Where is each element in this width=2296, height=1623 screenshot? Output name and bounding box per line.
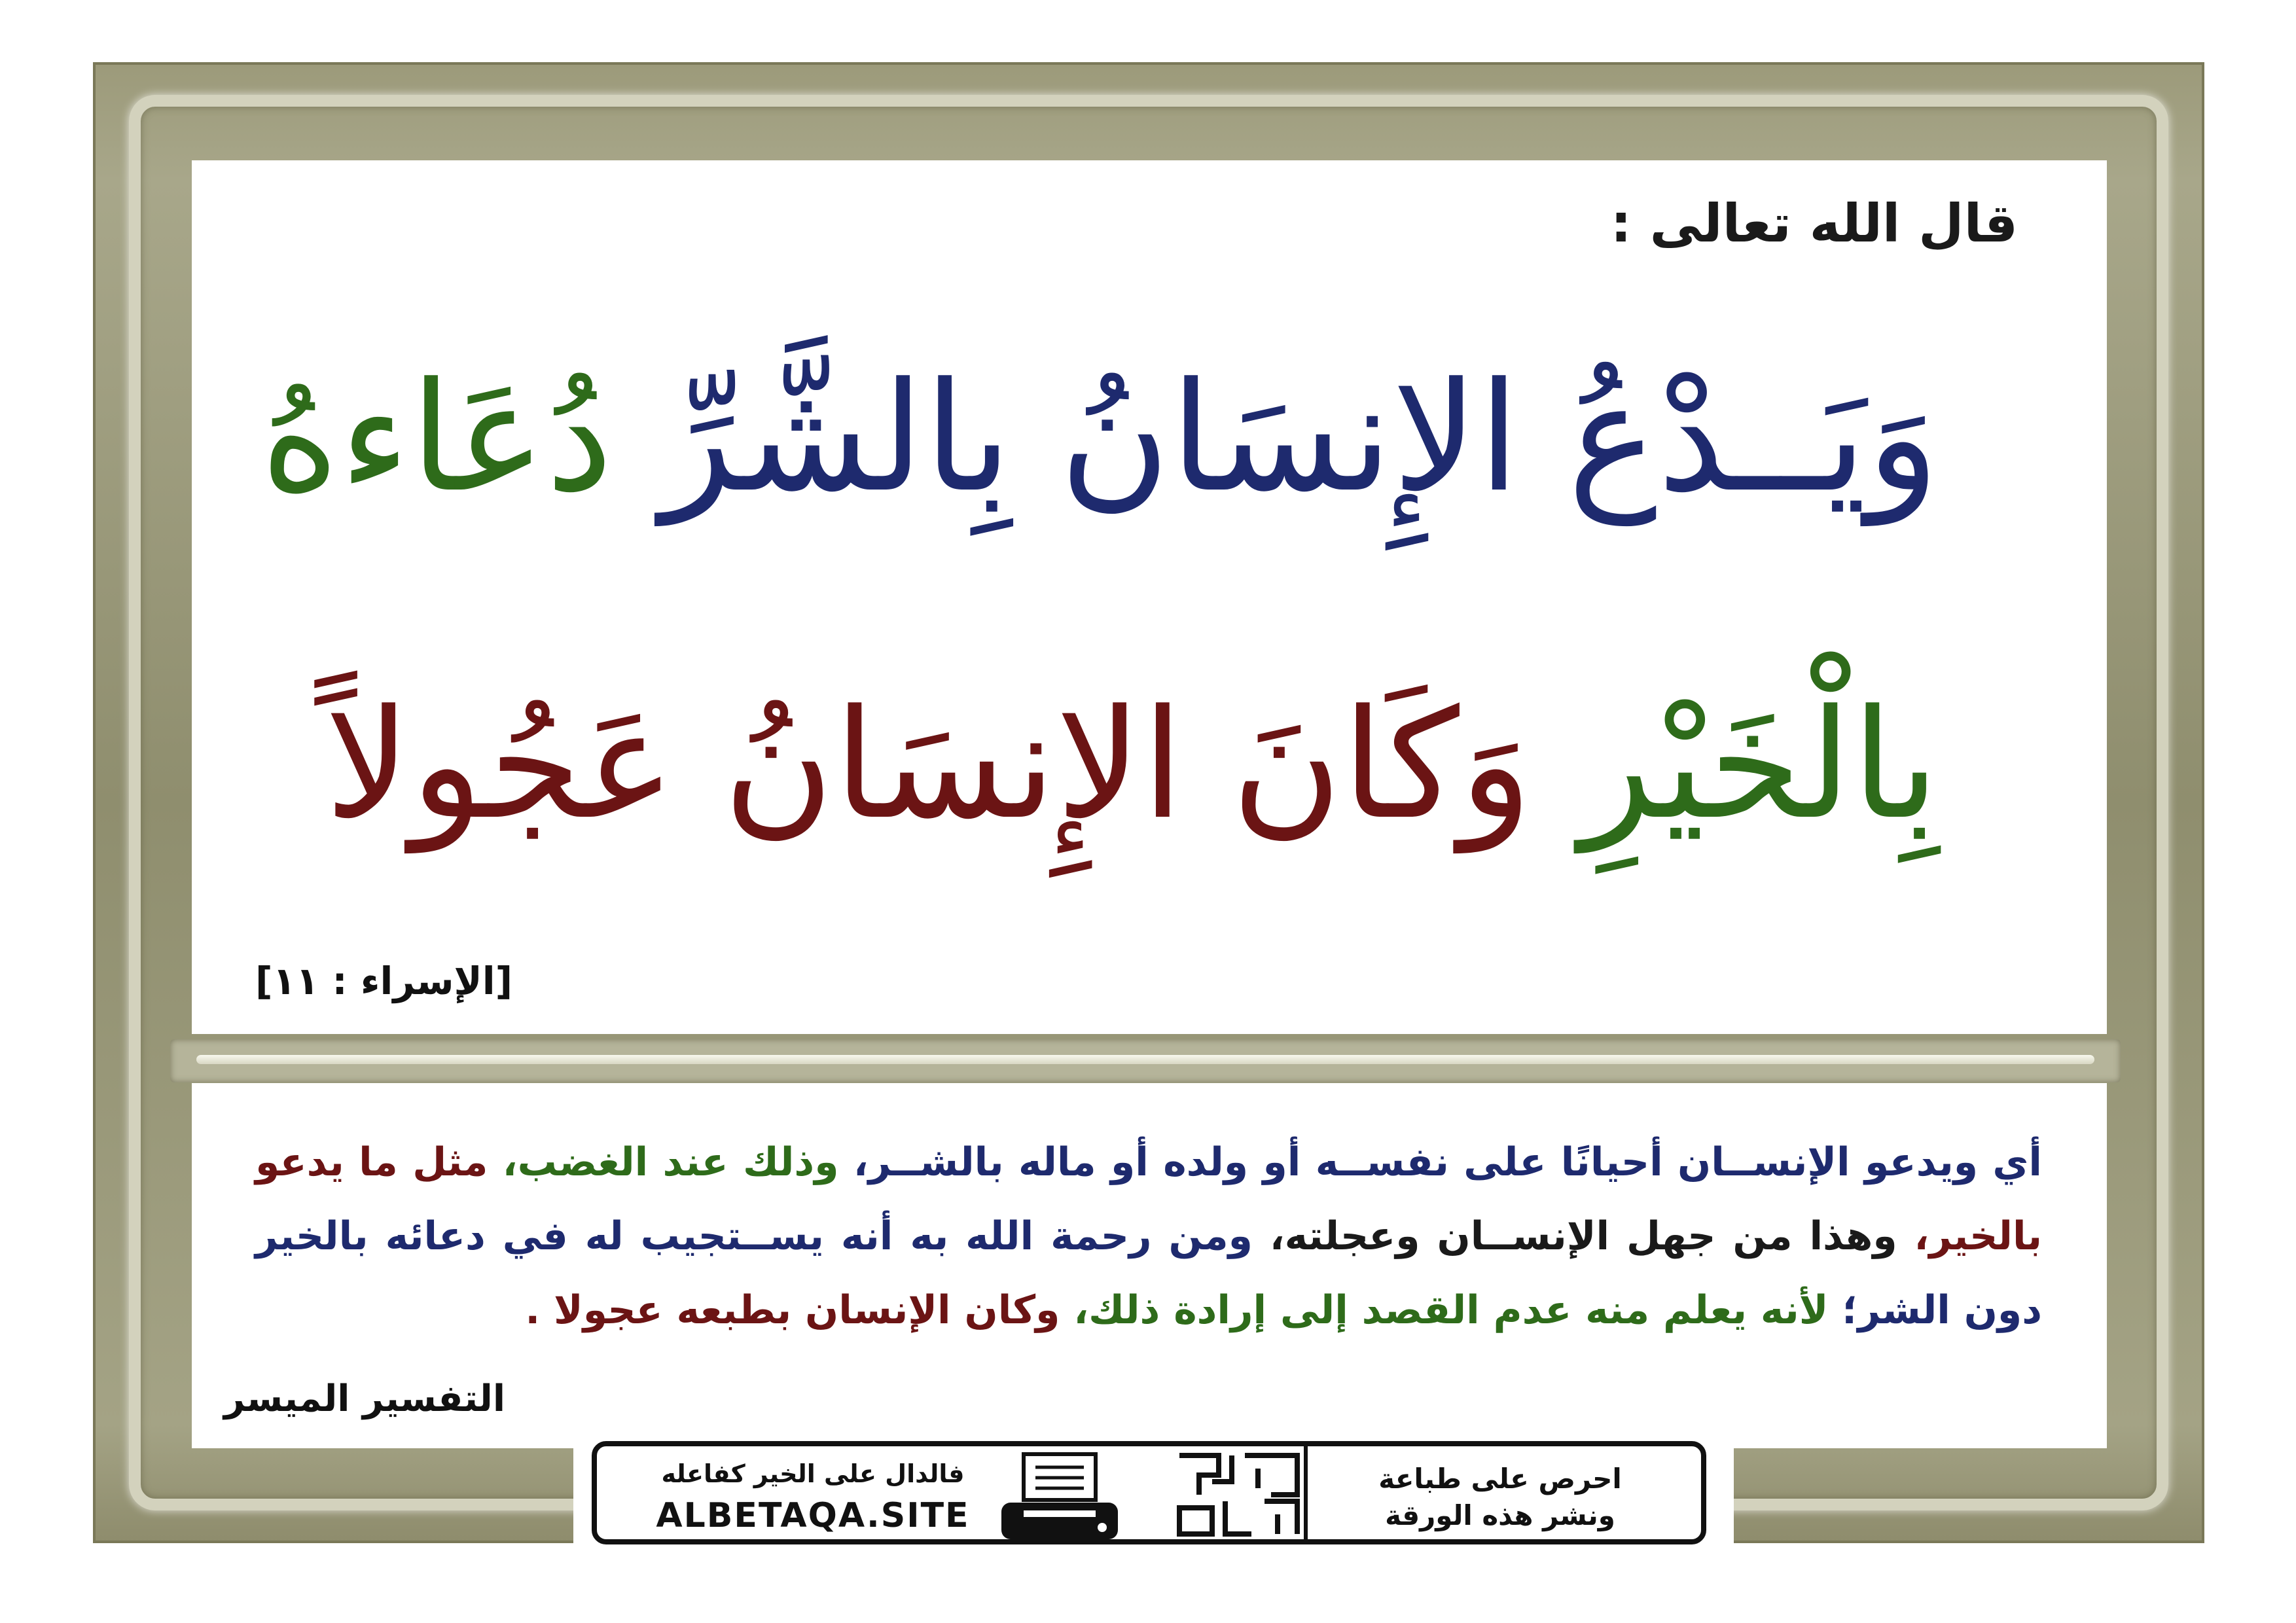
tafsir-text <box>255 1126 2042 1347</box>
verse-line-2 <box>325 678 1939 853</box>
tafsir-segment: وذلك عند الغضب، <box>488 1139 839 1185</box>
badge-right-line-1: احرص على طباعة <box>1378 1463 1622 1495</box>
badge-left <box>636 1459 990 1535</box>
tafsir-segment: مثل ما يدعو بالخير، <box>255 1139 2043 1259</box>
tafsir-segment: وهذا من جهل الإنســان وعجلته، <box>1252 1213 1897 1259</box>
verse-line-1 <box>260 351 1939 526</box>
footer-badge <box>592 1441 1706 1544</box>
tafsir-segment: وكان الإنسان بطبعه عجولا . <box>525 1287 1060 1333</box>
intro-heading: قال الله تعالى : <box>1610 193 2018 254</box>
verse-line-1-part-1: وَيَــدْعُ الإِنسَانُ بِالشَّرِّ <box>613 351 1939 526</box>
verse-line-1-part-2: دُعَاءهُ <box>260 351 613 526</box>
tafsir-segment: أي ويدعو الإنســان أحيانًا على نفســه أو ولده أو ماله بالشــر، <box>838 1139 2042 1185</box>
verse-reference: [الإسراء : ١١] <box>255 959 513 1003</box>
panel-divider <box>170 1039 2121 1082</box>
badge-separator <box>1304 1446 1308 1539</box>
badge-site-link[interactable]: ALBETAQA.SITE <box>656 1496 970 1535</box>
verse-line-2-part-2: وَكَانَ الإِنسَانُ عَجُولاً <box>325 678 1532 853</box>
badge-right <box>1317 1461 1683 1534</box>
kufic-logo-icon <box>1173 1449 1304 1541</box>
tafsir-segment: ومن رحمة الله به أنه يســتجيب له في دعائه بالخير دون الشر؛ <box>255 1213 2042 1333</box>
verse-panel <box>192 160 2107 1034</box>
badge-right-line-2: ونشر هذه الورقة <box>1385 1499 1615 1531</box>
tafsir-source: التفسير الميسر <box>224 1378 506 1420</box>
badge-slogan: فالدال على الخير كفاعله <box>661 1459 965 1488</box>
tafsir-segment: لأنه يعلم منه عدم القصد إلى إرادة ذلك، <box>1060 1287 1829 1333</box>
verse-line-2-part-1: بِالْخَيْرِ <box>1532 678 1939 853</box>
printer-icon <box>997 1450 1122 1542</box>
